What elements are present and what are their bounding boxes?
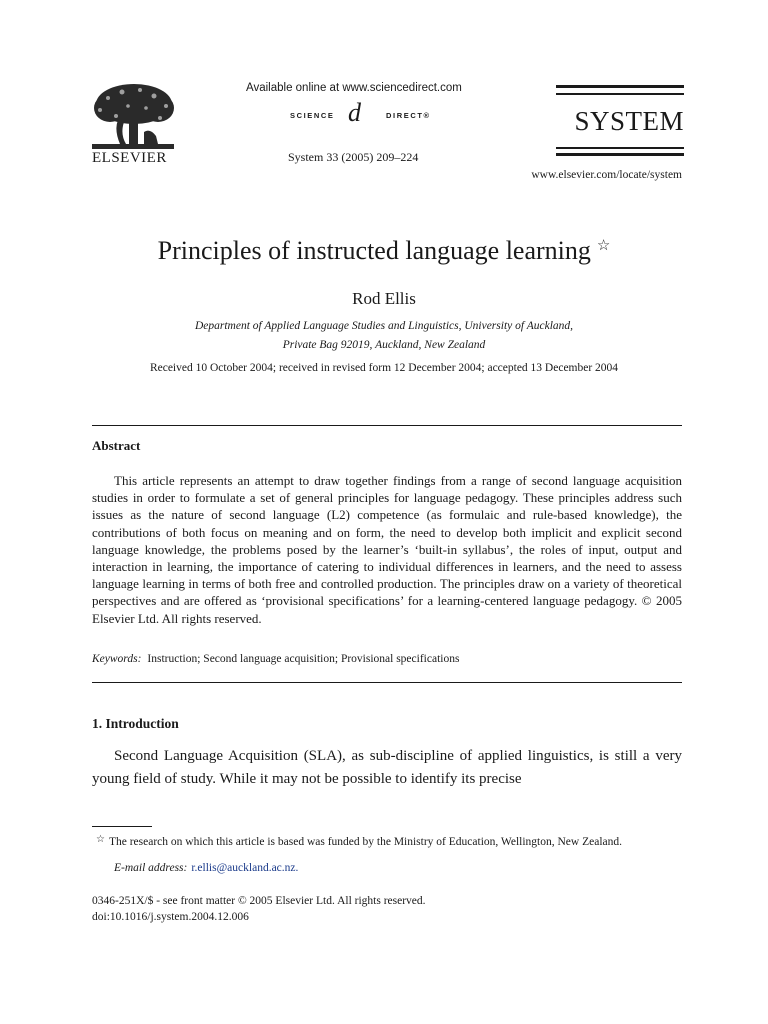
article-title: [0, 236, 768, 266]
front-matter-line: 0346-251X/$ - see front matter © 2005 Elsevier Ltd. All rights reserved.: [92, 895, 426, 907]
email-label: E-mail address:: [114, 862, 188, 874]
available-online-text: Available online at www.sciencedirect.com: [246, 82, 462, 94]
journal-bar-top: [556, 85, 684, 88]
publisher-name: ELSEVIER: [92, 150, 167, 166]
journal-url-link[interactable]: www.elsevier.com/locate/system: [531, 169, 682, 181]
received-dates: Received 10 October 2004; received in revised form 12 December 2004; accepted 13 December 2004: [149, 362, 619, 374]
abstract-bottom-rule: [92, 682, 682, 683]
sciencedirect-logo: [290, 98, 440, 128]
sciencedirect-right: DIRECT®: [386, 111, 431, 120]
affiliation-line-2: Private Bag 92019, Auckland, New Zealand: [282, 339, 486, 351]
journal-bar-top-thin: [556, 93, 684, 95]
elsevier-tree-logo: [88, 80, 178, 152]
abstract-text: This article represents an attempt to draw together findings from a range of second language acquisition studies in order to formulate a set of general principles for language pedagogy. These principles address such issues as the nature of second language (L2) competence (as formulaic and rule-based knowledge), the contributions of both focus on meaning and on form, the need to develop both implicit and explicit second language knowledge, the problems posed by the learner’s ‘built-in syllabus’, the roles of input, output and interaction in learning, the importance of catering to individual differences in learners, and the need to assess language learning in terms of both free and controlled production. The principles draw on a variety of theoretical perspectives and are offered as ‘provisional specifications’ for a learning-centered language pedagogy. © 2005 Elsevier Ltd. All rights reserved.: [92, 473, 682, 626]
affiliation-line-1: Department of Applied Language Studies and Linguistics, University of Auckland,: [194, 320, 574, 332]
keywords: [92, 653, 459, 665]
email-link[interactable]: r.ellis@auckland.ac.nz.: [191, 862, 299, 874]
keywords-list: Instruction; Second language acquisition; Provisional specifications: [147, 653, 460, 665]
footnote-rule: [92, 826, 152, 827]
abstract-top-rule: [92, 425, 682, 426]
author-email: [114, 862, 298, 874]
title-footnote-star-icon[interactable]: ☆: [596, 238, 611, 254]
article-title-text: Principles of instructed language learning: [157, 236, 591, 265]
sciencedirect-left: SCIENCE: [290, 111, 335, 120]
journal-bar-bottom: [556, 153, 684, 156]
journal-bar-bottom-thin: [556, 147, 684, 149]
funding-footnote: [92, 832, 682, 850]
abstract-heading: Abstract: [92, 438, 141, 453]
introduction-text: Second Language Acquisition (SLA), as sub-discipline of applied linguistics, is still a very young field of study. While it may not be possible to identify its precise: [92, 748, 682, 787]
journal-citation: System 33 (2005) 209–224: [288, 150, 419, 164]
sciencedirect-mark: d: [348, 98, 361, 127]
journal-name: SYSTEM: [574, 106, 684, 136]
footnote-star-icon: ☆: [96, 834, 105, 845]
section-heading-introduction: 1. Introduction: [92, 716, 179, 731]
author-name: Rod Ellis: [352, 289, 416, 308]
keywords-label: Keywords:: [92, 653, 142, 665]
doi-link[interactable]: doi:10.1016/j.system.2004.12.006: [92, 911, 249, 923]
footnote-text: The research on which this article is based was funded by the Ministry of Education, Wellington, New Zealand.: [108, 836, 622, 848]
